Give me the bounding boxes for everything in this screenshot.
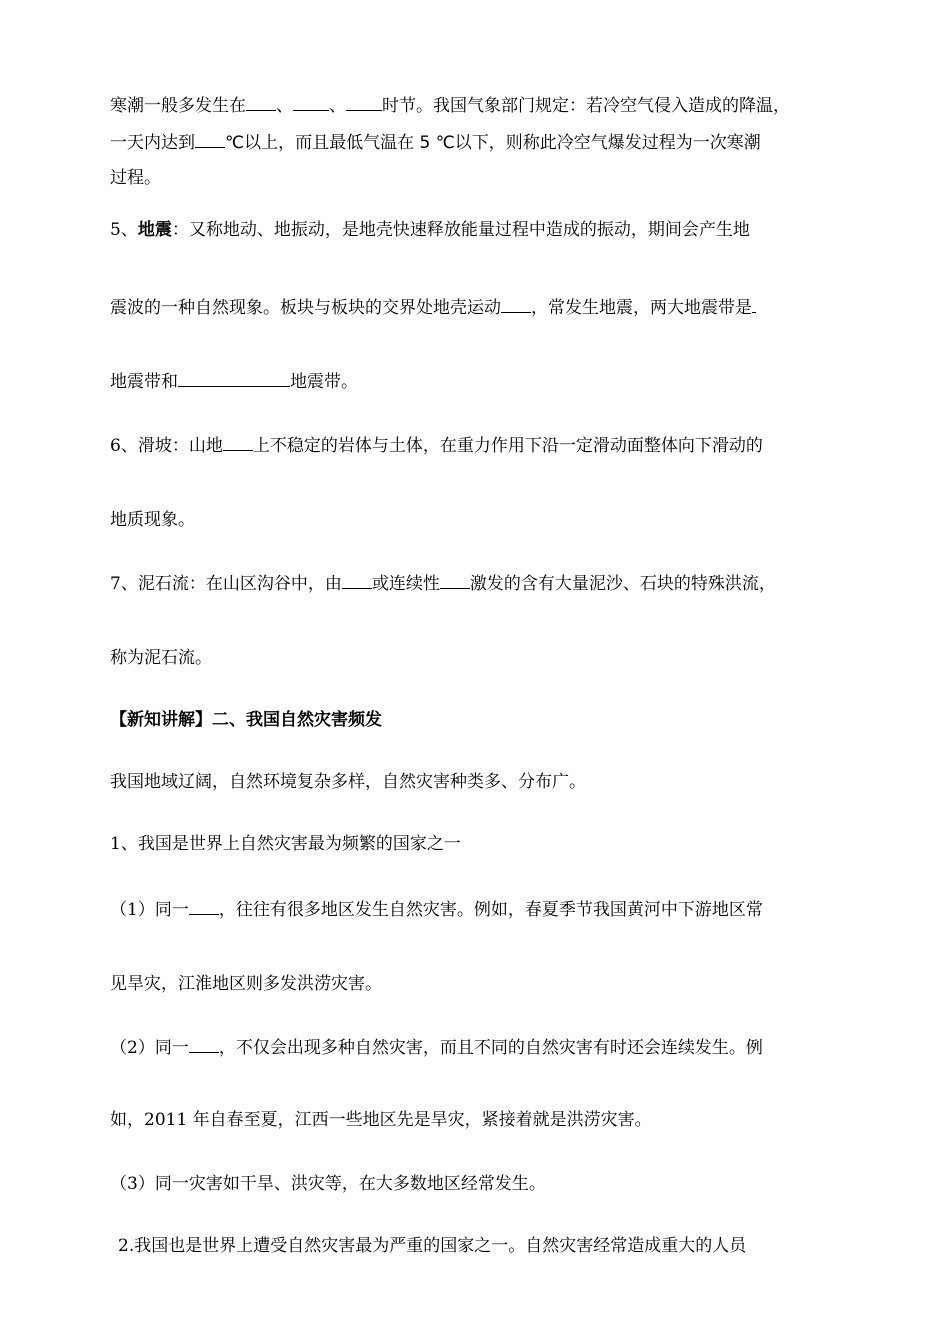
line-3 <box>110 166 161 190</box>
fill-blank[interactable] <box>178 368 290 387</box>
text: （3）同一灾害如干旱、洪灾等，在大多数地区经常发生。 <box>110 1174 546 1194</box>
line-17 <box>110 1108 652 1132</box>
text: 地震带和 <box>110 372 178 392</box>
text: ：又称地动、地振动，是地壳快速释放能量过程中造成的振动，期间会产生地 <box>171 220 750 240</box>
text: 激发的含有大量泥沙、石块的特殊洪流， <box>469 574 776 594</box>
text: 1、我国是世界上自然灾害最为频繁的国家之一 <box>110 834 461 854</box>
line-2 <box>110 129 761 155</box>
fill-blank[interactable] <box>246 92 276 111</box>
fill-blank[interactable] <box>223 432 253 451</box>
line-12 <box>110 770 586 794</box>
text: 如，2011 年自春至夏，江西一些地区先是旱灾，紧接着就是洪涝灾害。 <box>110 1110 652 1130</box>
line-14 <box>110 896 763 922</box>
separator: 、 <box>329 96 346 116</box>
line-7 <box>110 432 763 458</box>
fill-blank[interactable] <box>293 92 329 111</box>
text: 我国地域辽阔，自然环境复杂多样，自然灾害种类多、分布广。 <box>110 772 586 792</box>
text: （1）同一 <box>110 900 189 920</box>
fill-blank[interactable] <box>440 570 470 589</box>
text: 上不稳定的岩体与土体，在重力作用下沿一定滑动面整体向下滑动的 <box>252 436 763 456</box>
text: 地震带。 <box>290 372 358 392</box>
fill-blank[interactable] <box>189 1034 219 1053</box>
text: 震波的一种自然现象。板块与板块的交界处地壳运动 <box>110 298 501 318</box>
line-19 <box>118 1234 746 1258</box>
line-13 <box>110 832 461 856</box>
line-15 <box>110 972 382 996</box>
line-18 <box>110 1172 546 1196</box>
fill-blank[interactable] <box>501 294 531 313</box>
heading-text: 【新知讲解】二、我国自然灾害频发 <box>110 710 382 730</box>
line-16 <box>110 1034 763 1060</box>
line-1 <box>110 92 790 118</box>
text: 过程。 <box>110 168 161 188</box>
text: 地质现象。 <box>110 510 195 530</box>
text: 寒潮一般多发生在 <box>110 96 246 116</box>
fill-blank[interactable] <box>342 570 372 589</box>
separator: 、 <box>276 96 293 116</box>
item-number: 5、 <box>110 220 138 240</box>
line-4 <box>110 218 750 242</box>
line-8 <box>110 508 195 532</box>
term-bold: 地震 <box>137 220 172 240</box>
text: 2.我国也是世界上遭受自然灾害最为严重的国家之一。自然灾害经常造成重大的人员 <box>118 1236 747 1256</box>
line-6 <box>110 368 358 394</box>
fill-blank[interactable] <box>195 129 225 148</box>
line-5 <box>110 294 756 320</box>
text: 时节。我国气象部门规定：若冷空气侵入造成的降温， <box>382 96 790 116</box>
text: 7、泥石流：在山区沟谷中，由 <box>110 574 342 594</box>
fill-blank[interactable] <box>752 294 756 313</box>
text: 称为泥石流。 <box>110 648 212 668</box>
text: ，往往有很多地区发生自然灾害。例如，春夏季节我国黄河中下游地区常 <box>218 900 763 920</box>
fill-blank[interactable] <box>189 896 219 915</box>
line-10 <box>110 646 212 670</box>
text: ，不仅会出现多种自然灾害，而且不同的自然灾害有时还会连续发生。例 <box>218 1038 763 1058</box>
line-9 <box>110 570 776 596</box>
text: 一天内达到 <box>110 133 195 153</box>
text: （2）同一 <box>110 1038 189 1058</box>
section-heading <box>110 708 382 732</box>
text: 见旱灾，江淮地区则多发洪涝灾害。 <box>110 974 382 994</box>
text: 或连续性 <box>371 574 440 594</box>
text: 6、滑坡：山地 <box>110 436 223 456</box>
text: ，常发生地震，两大地震带是 <box>531 298 752 318</box>
fill-blank[interactable] <box>346 92 382 111</box>
text: ℃以上，而且最低气温在 5 ℃以下，则称此冷空气爆发过程为一次寒潮 <box>225 133 761 153</box>
